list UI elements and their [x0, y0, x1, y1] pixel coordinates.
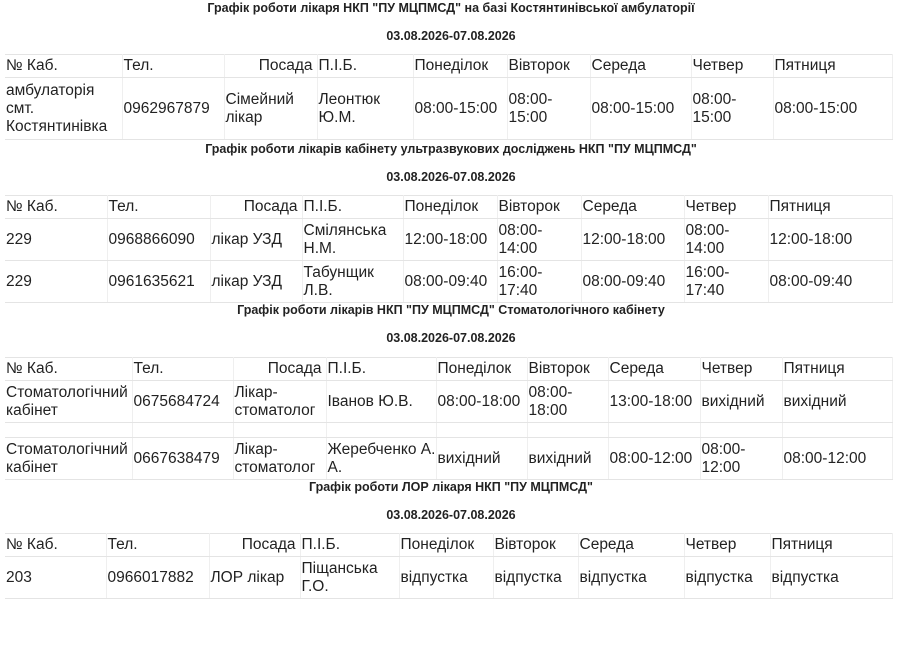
cell-friday: відпустка	[770, 557, 892, 599]
section-dates: 03.08.2026-07.08.2026	[386, 508, 516, 522]
header-monday: Понеділок	[436, 358, 527, 381]
cell-name: Жеребченко А. А.	[326, 438, 436, 480]
section-title: Графік роботи лікаря НКП "ПУ МЦПМСД" на базі Костянтинівської амбулаторії	[207, 1, 695, 15]
cell-monday: 08:00-15:00	[413, 78, 507, 140]
header-room: № Каб.	[5, 196, 107, 219]
header-tuesday: Вівторок	[527, 358, 608, 381]
cell-wednesday: 12:00-18:00	[581, 219, 684, 261]
table-header-row	[5, 196, 892, 219]
header-friday: Пятниця	[782, 358, 892, 381]
header-wednesday: Середа	[578, 534, 684, 557]
cell-wednesday: 13:00-18:00	[608, 381, 700, 423]
cell-room: Стоматологічний кабінет	[5, 381, 132, 423]
cell-room: 203	[5, 557, 106, 599]
section-title: Графік роботи лікарів НКП "ПУ МЦПМСД" Стоматологічного кабінету	[237, 303, 665, 317]
cell-position: Лікар-стоматолог	[233, 381, 326, 423]
cell-name: Смілянська Н.М.	[302, 219, 403, 261]
cell-thursday: вихідний	[700, 381, 782, 423]
cell-phone: 0667638479	[132, 438, 233, 480]
cell-thursday: 16:00-17:40	[684, 261, 768, 303]
table-row	[5, 261, 892, 303]
cell-phone: 0675684724	[132, 381, 233, 423]
cell-tuesday: 08:00-15:00	[507, 78, 590, 140]
header-wednesday: Середа	[608, 358, 700, 381]
table-header-row	[5, 358, 892, 381]
section-dates: 03.08.2026-07.08.2026	[386, 29, 516, 43]
header-thursday: Четвер	[700, 358, 782, 381]
header-phone: Тел.	[107, 196, 210, 219]
cell-monday: вихідний	[436, 438, 527, 480]
cell-room: 229	[5, 261, 107, 303]
cell-tuesday: відпустка	[493, 557, 578, 599]
header-phone: Тел.	[122, 55, 224, 78]
cell-room: амбулаторія смт. Костянтинівка	[5, 78, 122, 140]
header-thursday: Четвер	[684, 534, 770, 557]
cell-position: лікар УЗД	[210, 261, 302, 303]
cell-tuesday: 08:00-14:00	[497, 219, 581, 261]
header-thursday: Четвер	[691, 55, 773, 78]
header-position: Посада	[224, 55, 317, 78]
header-tuesday: Вівторок	[493, 534, 578, 557]
cell-wednesday: відпустка	[578, 557, 684, 599]
cell-tuesday: 16:00-17:40	[497, 261, 581, 303]
cell-phone: 0962967879	[122, 78, 224, 140]
header-phone: Тел.	[106, 534, 209, 557]
header-room: № Каб.	[5, 358, 132, 381]
header-room: № Каб.	[5, 534, 106, 557]
cell-room: 229	[5, 219, 107, 261]
cell-thursday: 08:00-15:00	[691, 78, 773, 140]
cell-monday: 12:00-18:00	[403, 219, 497, 261]
header-position: Посада	[233, 358, 326, 381]
cell-tuesday: вихідний	[527, 438, 608, 480]
cell-wednesday: 08:00-15:00	[590, 78, 691, 140]
header-monday: Понеділок	[399, 534, 493, 557]
cell-wednesday: 08:00-12:00	[608, 438, 700, 480]
header-name: П.І.Б.	[326, 358, 436, 381]
table-row	[5, 557, 892, 599]
section-dates: 03.08.2026-07.08.2026	[386, 331, 516, 345]
table-spacer-row	[5, 423, 892, 438]
header-wednesday: Середа	[590, 55, 691, 78]
cell-monday: 08:00-18:00	[436, 381, 527, 423]
cell-name: Піщанська Г.О.	[300, 557, 399, 599]
cell-tuesday: 08:00-18:00	[527, 381, 608, 423]
table-header-row	[5, 534, 892, 557]
cell-friday: 08:00-15:00	[773, 78, 892, 140]
cell-monday: відпустка	[399, 557, 493, 599]
cell-name: Табунщик Л.В.	[302, 261, 403, 303]
header-position: Посада	[209, 534, 300, 557]
cell-position: Сімейний лікар	[224, 78, 317, 140]
header-friday: Пятниця	[768, 196, 892, 219]
schedule-table-ent	[5, 533, 893, 599]
section-title: Графік роботи лікарів кабінету ультразвукових досліджень НКП "ПУ МЦПМСД"	[205, 142, 697, 156]
cell-thursday: 08:00-12:00	[700, 438, 782, 480]
schedule-table-ultrasound	[5, 195, 893, 303]
schedule-table-ambulatory	[5, 54, 893, 140]
header-friday: Пятниця	[773, 55, 892, 78]
header-position: Посада	[210, 196, 302, 219]
header-name: П.І.Б.	[302, 196, 403, 219]
cell-room: Стоматологічний кабінет	[5, 438, 132, 480]
cell-monday: 08:00-09:40	[403, 261, 497, 303]
header-room: № Каб.	[5, 55, 122, 78]
header-monday: Понеділок	[403, 196, 497, 219]
header-tuesday: Вівторок	[507, 55, 590, 78]
cell-phone: 0966017882	[106, 557, 209, 599]
cell-position: ЛОР лікар	[209, 557, 300, 599]
header-name: П.І.Б.	[317, 55, 413, 78]
cell-wednesday: 08:00-09:40	[581, 261, 684, 303]
header-wednesday: Середа	[581, 196, 684, 219]
header-name: П.І.Б.	[300, 534, 399, 557]
table-row	[5, 381, 892, 423]
table-row	[5, 438, 892, 480]
table-header-row	[5, 55, 892, 78]
header-thursday: Четвер	[684, 196, 768, 219]
cell-position: лікар УЗД	[210, 219, 302, 261]
header-friday: Пятниця	[770, 534, 892, 557]
table-row	[5, 78, 892, 140]
section-title: Графік роботи ЛОР лікаря НКП "ПУ МЦПМСД"	[308, 480, 593, 494]
cell-position: Лікар-стоматолог	[233, 438, 326, 480]
table-row	[5, 219, 892, 261]
cell-friday: вихідний	[782, 381, 892, 423]
cell-name: Іванов Ю.В.	[326, 381, 436, 423]
cell-thursday: відпустка	[684, 557, 770, 599]
section-dates: 03.08.2026-07.08.2026	[386, 170, 516, 184]
cell-phone: 0961635621	[107, 261, 210, 303]
cell-phone: 0968866090	[107, 219, 210, 261]
header-tuesday: Вівторок	[497, 196, 581, 219]
cell-friday: 08:00-12:00	[782, 438, 892, 480]
cell-name: Леонтюк Ю.М.	[317, 78, 413, 140]
header-monday: Понеділок	[413, 55, 507, 78]
cell-thursday: 08:00-14:00	[684, 219, 768, 261]
header-phone: Тел.	[132, 358, 233, 381]
cell-friday: 12:00-18:00	[768, 219, 892, 261]
cell-friday: 08:00-09:40	[768, 261, 892, 303]
schedule-table-dental	[5, 357, 893, 480]
